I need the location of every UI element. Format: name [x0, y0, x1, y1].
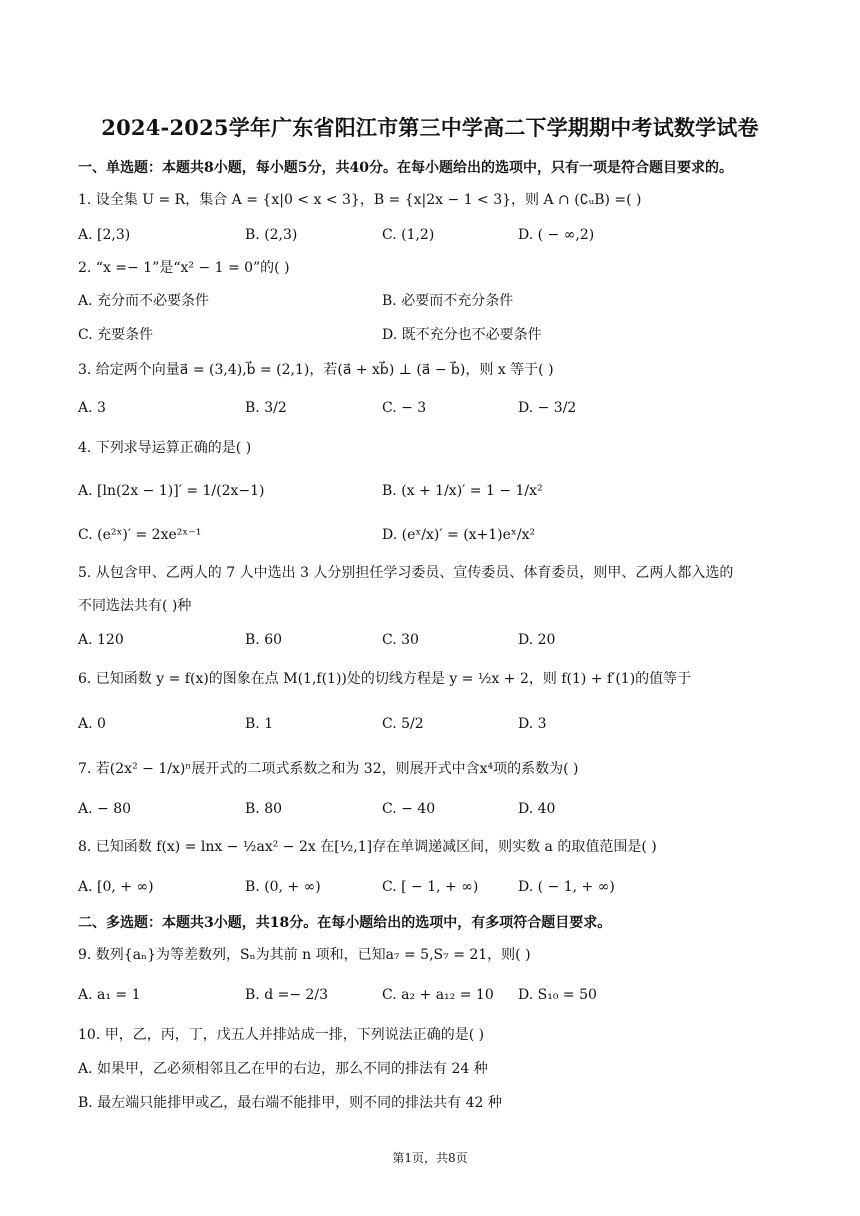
q5-option-d: D. 20 — [518, 632, 556, 648]
q4-option-a: A. [ln(2x − 1)]′ = 1/(2x−1) — [78, 483, 265, 499]
q8-stem: 8. 已知函数 f(x) = lnx − ½ax² − 2x 在[½,1]存在单调递减区间，则实数 a 的取值范围是( ) — [78, 839, 657, 855]
q1-option-c: C. (1,2) — [382, 227, 435, 243]
q3-option-a: A. 3 — [78, 400, 106, 416]
q4-option-d: D. (eˣ/x)′ = (x+1)eˣ/x² — [382, 527, 536, 543]
q2-stem: 2. “x =− 1”是“x² − 1 = 0”的( ) — [78, 260, 290, 276]
q5-stem-line2: 不同选法共有( )种 — [78, 598, 192, 614]
q3-option-b: B. 3/2 — [245, 400, 287, 416]
q6-option-d: D. 3 — [518, 716, 547, 732]
q8-option-d: D. ( − 1, + ∞) — [518, 879, 615, 895]
q1-stem: 1. 设全集 U = R，集合 A = {x|0 < x < 3}，B = {x|2x − 1 < 3}，则 A ∩ (∁ᵤB) =( ) — [78, 192, 642, 208]
q7-stem: 7. 若(2x² − 1/x)ⁿ展开式的二项式系数之和为 32，则展开式中含x⁴项的系数为( ) — [78, 761, 579, 777]
q1-option-d: D. ( − ∞,2) — [518, 227, 595, 243]
q3-stem: 3. 给定两个向量a⃗ = (3,4),b⃗ = (2,1)，若(a⃗ + xb⃗) ⊥ (a⃗ − b⃗)，则 x 等于( ) — [78, 362, 554, 378]
q2-option-d: D. 既不充分也不必要条件 — [382, 327, 542, 343]
page-title: 2024-2025学年广东省阳江市第三中学高二下学期期中考试数学试卷 — [101, 115, 759, 140]
q2-option-a: A. 充分而不必要条件 — [78, 293, 210, 309]
q9-option-d: D. S₁₀ = 50 — [518, 987, 597, 1003]
q7-option-a: A. − 80 — [78, 801, 132, 817]
q6-option-b: B. 1 — [245, 716, 274, 732]
q1-option-a: A. [2,3) — [78, 227, 131, 243]
q2-option-b: B. 必要而不充分条件 — [382, 293, 514, 309]
q1-option-b: B. (2,3) — [245, 227, 298, 243]
q3-option-d: D. − 3/2 — [518, 400, 577, 416]
q5-stem-line1: 5. 从包含甲、乙两人的 7 人中选出 3 人分别担任学习委员、宣传委员、体育委员，则甲、乙两人都入选的 — [78, 565, 734, 581]
q3-option-c: C. − 3 — [382, 400, 427, 416]
page-footer: 第1页，共8页 — [392, 1151, 468, 1165]
q7-option-c: C. − 40 — [382, 801, 436, 817]
section-heading-multi: 二、多选题：本题共3小题，共18分。在每小题给出的选项中，有多项符合题目要求。 — [78, 915, 612, 931]
q10-option-a: A. 如果甲，乙必须相邻且乙在甲的右边，那么不同的排法有 24 种 — [78, 1061, 488, 1077]
question-1 — [78, 190, 642, 210]
q8-option-a: A. [0, + ∞) — [78, 879, 154, 895]
q8-option-b: B. (0, + ∞) — [245, 879, 321, 895]
q5-option-a: A. 120 — [78, 632, 124, 648]
q8-option-c: C. [ − 1, + ∞) — [382, 879, 479, 895]
q6-option-c: C. 5/2 — [382, 716, 424, 732]
q6-option-a: A. 0 — [78, 716, 106, 732]
q9-option-b: B. d =− 2/3 — [245, 987, 329, 1003]
q4-stem: 4. 下列求导运算正确的是( ) — [78, 440, 252, 456]
q4-option-b: B. (x + 1/x)′ = 1 − 1/x² — [382, 483, 543, 499]
q9-option-a: A. a₁ = 1 — [78, 987, 141, 1003]
q6-stem: 6. 已知函数 y = f(x)的图象在点 M(1,f(1))处的切线方程是 y = ½x + 2，则 f(1) + f′(1)的值等于 — [78, 671, 692, 687]
q4-option-c: C. (e²ˣ)′ = 2xe²ˣ⁻¹ — [78, 527, 202, 543]
q5-option-c: C. 30 — [382, 632, 419, 648]
section-heading-single: 一、单选题：本题共8小题，每小题5分，共40分。在每小题给出的选项中，只有一项是符合题目要求的。 — [78, 160, 733, 176]
q9-option-c: C. a₂ + a₁₂ = 10 — [382, 987, 494, 1003]
q10-stem: 10. 甲，乙，丙，丁，戊五人并排站成一排，下列说法正确的是( ) — [78, 1027, 485, 1043]
q2-option-c: C. 充要条件 — [78, 327, 154, 343]
q7-option-b: B. 80 — [245, 801, 283, 817]
q5-option-b: B. 60 — [245, 632, 283, 648]
q9-stem: 9. 数列{aₙ}为等差数列，Sₙ为其前 n 项和，已知a₇ = 5,S₇ = 21，则( ) — [78, 947, 531, 963]
q10-option-b: B. 最左端只能排甲或乙，最右端不能排甲，则不同的排法共有 42 种 — [78, 1095, 502, 1111]
q7-option-d: D. 40 — [518, 801, 556, 817]
